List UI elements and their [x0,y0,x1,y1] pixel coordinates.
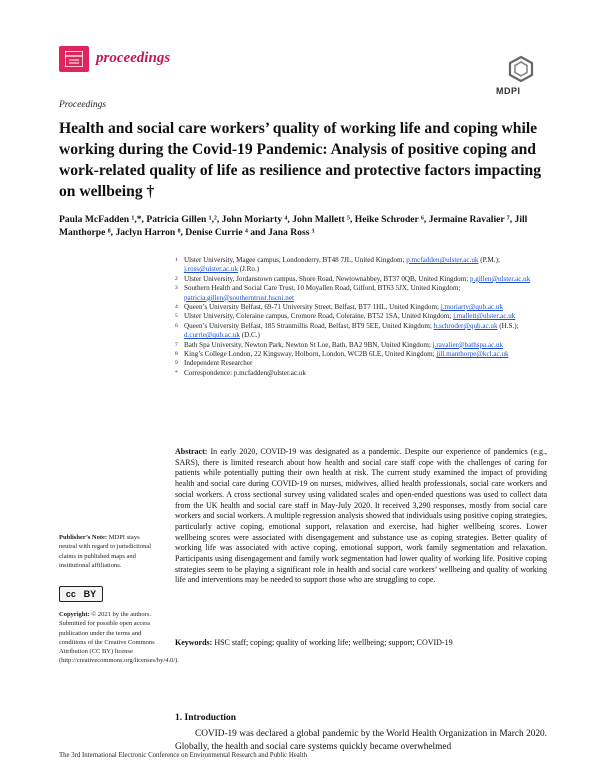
affiliation-number: 2 [175,275,178,282]
affiliation-text: Queen’s University Belfast, 185 Stranmillis Road, Belfast, BT9 5EE, United Kingdom; [184,321,434,330]
affiliation-text: King’s College London, 22 Kingsway, Holborn, London, WC2B 6LE, United Kingdom; [184,350,437,359]
affiliation-item [175,312,545,321]
affiliation-number: 6 [175,322,178,329]
email-link[interactable]: j.mallett@ulster.ac.uk [453,312,516,321]
publisher-note-label: Publisher’s Note: [59,534,108,541]
affiliation-initials: (H.S.); [497,321,519,330]
affiliation-initials: (J.Ro.) [238,265,260,274]
email-link[interactable]: j.ravalier@bathspa.ac.uk [432,340,504,349]
copyright-label: Copyright: [59,611,90,618]
affiliation-number: 8 [175,351,178,358]
keywords [175,638,547,649]
cc-license-badge[interactable] [59,586,103,602]
keywords-label: Keywords: [175,638,213,647]
affiliation-text: Bath Spa University, Newton Park, Newton St Loe, Bath, BA2 9BN, United Kingdom; [184,340,433,349]
affiliation-number: * [175,369,178,376]
affiliation-number: 1 [175,257,178,263]
affiliation-text: Ulster University, Coleraine campus, Cromore Road, Coleraine, BT52 1SA, United Kingdom; [184,312,454,321]
proceedings-logo-icon [65,51,83,67]
email-link[interactable]: j.ross@ulster.ac.uk [184,265,239,274]
journal-logo [59,46,89,72]
affiliation-number: 7 [175,341,178,348]
copyright-text: © 2021 by the authors. Submitted for possible open access publication under the terms and conditions of the Creative Commons Attribution (CC BY) license (http://creativecommons.org/licenses/by/4.0/). [59,611,179,665]
affiliation-item [175,303,545,312]
affiliation-initials: (D.C.) [239,331,260,340]
cc-icon: cc [65,589,76,599]
email-link[interactable]: p.gillen@ulster.ac.uk [469,274,531,283]
by-icon: BY [83,589,97,599]
paper-title: Health and social care workers’ quality of working life and coping while working during the Covid-19 Pandemic: Analysis of positive coping and work-related quality of life as resilience and protective factors impacting on wellbeing † [59,120,542,200]
abstract [175,447,547,586]
affiliation-number: 9 [175,360,178,367]
affiliation-number: 5 [175,313,178,320]
affiliation-item [175,322,545,341]
affiliation-number: 4 [175,304,178,311]
intro-paragraph: COVID-19 was declared a global pandemic by the World Health Organization in March 2020. Globally, the health and social care systems quickly became overwhelmed [175,729,547,752]
email-link[interactable]: jill.manthorpe@kcl.ac.uk [436,350,509,359]
affiliation-item [175,256,545,275]
affiliation-item [175,284,545,303]
abstract-text: In early 2020, COVID-19 was designated as a pandemic. Despite our experience of pandemics (e.g., SARS), there is limited research about how health and social care staff cope with the challenges of caring for patients while potentially putting their own health at risk. The current study examined the impact of providing health and social care during COVID-19 on nurses, midwives, allied health professionals, social care workers and social workers. A cross sectional survey using validated scales and open-ended questions was used to collect data from the UK health and social care staff in May-July 2020. It received 3,290 responses, mostly from social care workers and social workers. A multiple regression analysis showed that individuals using positive coping strategies, particularly active coping, emotional support, relaxation and exercise, had higher wellbeing scores. Lower wellbeing scores were associated with disengagement and substance use as coping strategies. Better quality of working life was associated with active coping, emotional support, work family segmentation and relaxation. Participants using disengagement and family work segmentation had lower quality of working life. Positive coping strategies seem to be playing a significant role in health and social care workers’ wellbeing and quality of working life and interventions may be needed to support those who are struggling to cope. [175,447,547,585]
affiliation-text: Ulster University, Magee campus, Londonderry, BT48 7JL, United Kingdom; [184,256,407,264]
email-link[interactable]: p.mcfadden@ulster.ac.uk [406,256,479,264]
publisher-note-text: MDPI stays neutral with regard to jurisdictional claims in published maps and institutional affiliations. [59,534,152,569]
affiliation-item [175,275,545,284]
page-footer: The 3rd International Electronic Conference on Environmental Research and Public Health [59,752,307,759]
keywords-text: HSC staff; coping; quality of working life; wellbeing; support; COVID-19 [214,638,453,647]
email-link[interactable]: h.schroder@qub.ac.uk [433,321,498,330]
copyright-note [59,610,179,666]
email-link[interactable]: d.currie@qub.ac.uk [184,331,240,340]
affiliation-item [175,369,545,378]
author-list: Paula McFadden ¹,*, Patricia Gillen ¹,², John Moriarty ⁴, John Mallett ⁵, Heike Schroder ⁶, Jermaine Ravalier ⁷, Jill Manthorpe ⁸, Jaclyn Harron ⁸, Denise Currie ⁴ and Jana Ross ¹ [59,214,528,238]
affiliation-text: Queen’s University Belfast, 69-71 University Street, Belfast, BT7 1HL, United Kingdom; [184,303,441,312]
affiliation-text: Southern Health and Social Care Trust, 10 Moyallen Road, Gilford, BT63 5JX, United Kingdom; [184,284,461,293]
email-link[interactable]: j.moriarty@qub.ac.uk [440,303,504,312]
abstract-label: Abstract: [175,447,208,456]
section-heading: 1. Introduction [175,713,237,723]
email-link[interactable]: patricia.gillen@southerntrust.hscni.net [184,293,294,302]
affiliation-text: Ulster University, Jordanstown campus, Shore Road, Newtownabbey, BT37 0QB, United Kingdom; [184,274,470,283]
affiliation-text: Independent Researcher [184,359,253,368]
mdpi-logo-icon [506,54,536,84]
article-type: Proceedings [59,100,107,110]
journal-name: proceedings [96,50,171,66]
affiliation-item [175,359,545,368]
publisher-logo-text: MDPI [496,86,521,96]
affiliation-initials: (P.M.); [478,256,500,264]
affiliation-text: Correspondence: p.mcfadden@ulster.ac.uk [184,368,306,377]
affiliation-number: 3 [175,285,178,292]
publisher-note [59,533,159,570]
affiliation-item [175,350,545,359]
affiliation-item [175,341,545,350]
affiliation-list [175,256,545,378]
